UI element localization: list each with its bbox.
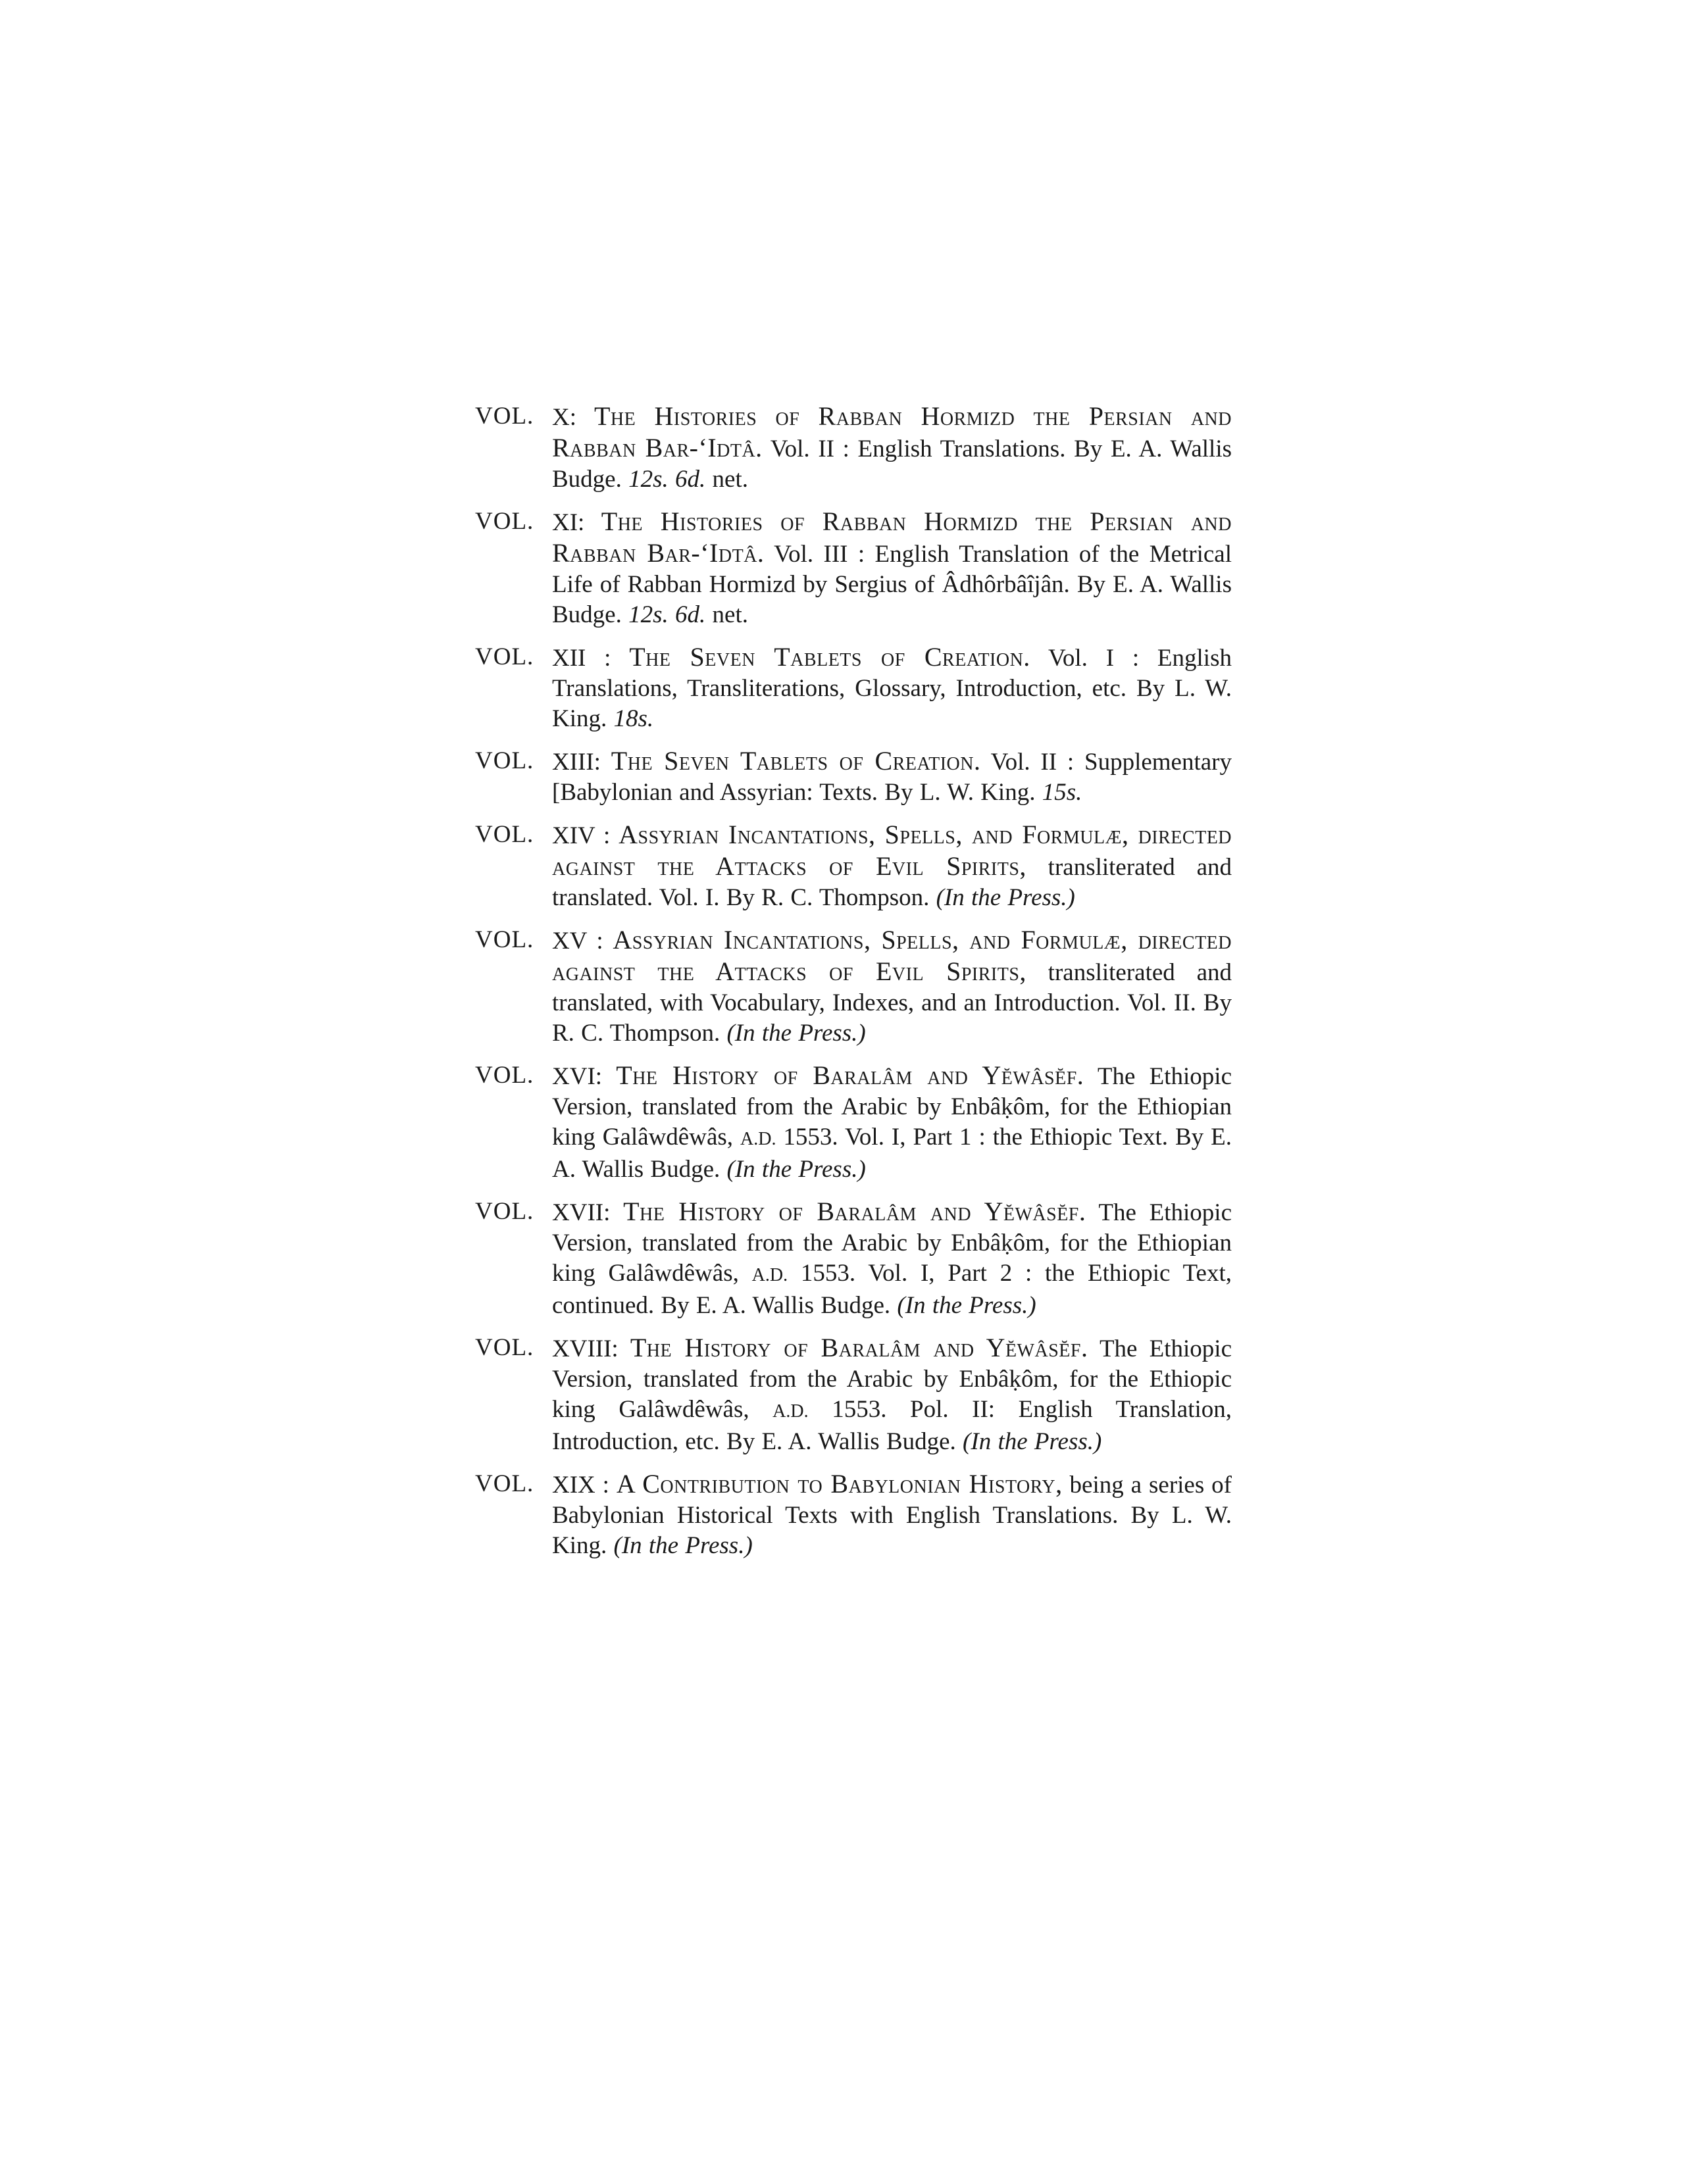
volume-entry-xii bbox=[475, 642, 1232, 734]
volume-description: The Ethiopic Version, translated from the Arabic by Enbâḳôm, for the Ethiopian king Galâwdêwâs, bbox=[552, 1199, 1232, 1287]
volume-description: The Ethiopic Version, translated from the Arabic by Enbâḳôm, for the Ethiopian king Galâwdêwâs, bbox=[552, 1063, 1232, 1151]
volume-label: VOL. bbox=[475, 926, 534, 953]
volume-entry-xviii bbox=[475, 1333, 1232, 1457]
volume-label: VOL. bbox=[475, 821, 534, 848]
press-note: (In the Press.) bbox=[936, 884, 1075, 911]
volume-description-continued: 1553. Pol. II: English Translation, Introduction, etc. By E. A. Wallis Budge. bbox=[552, 1396, 1232, 1455]
volume-entry-xiii bbox=[475, 746, 1232, 808]
volume-title: The Seven Tablets of Creation. bbox=[611, 746, 981, 776]
volume-description-continued: 1553. Vol. I, Part 1 : the Ethiopic Text. By E. A. Wallis Budge. bbox=[552, 1124, 1232, 1183]
volume-number: XVII: bbox=[552, 1199, 611, 1226]
volume-title: A Contribution to Babylonian History, bbox=[616, 1469, 1063, 1499]
press-note: (In the Press.) bbox=[726, 1020, 866, 1047]
volume-title: The History of Baralâm and Yĕwâsĕf. bbox=[623, 1197, 1086, 1226]
volume-title: The Seven Tablets of Creation. bbox=[629, 642, 1030, 672]
volume-price: 12s. 6d. bbox=[628, 601, 706, 628]
era-abbreviation: A.D. bbox=[772, 1401, 809, 1422]
volume-number: XIX : bbox=[552, 1472, 609, 1499]
volume-entry-xvii bbox=[475, 1197, 1232, 1321]
volume-number: XIV : bbox=[552, 822, 611, 849]
volume-title: Assyrian Incantations, Spells, and Formulæ, directed against the Attacks of Evil Spirits, bbox=[552, 925, 1232, 986]
volume-title: The History of Baralâm and Yĕwâsĕf. bbox=[616, 1060, 1084, 1090]
volume-description: The Ethiopic Version, translated from the Arabic by Enbâḳôm, for the Ethiopic king Galâwdêwâs, bbox=[552, 1335, 1232, 1423]
volume-description: transliterated and translated. Vol. I. By R. C. Thompson. bbox=[552, 854, 1232, 911]
volume-label: VOL. bbox=[475, 1062, 534, 1089]
era-abbreviation: A.D. bbox=[740, 1129, 776, 1149]
volume-number: XII : bbox=[552, 645, 611, 672]
volume-number: XIII: bbox=[552, 749, 601, 776]
volume-label: VOL. bbox=[475, 1470, 534, 1497]
volume-entry-xv bbox=[475, 925, 1232, 1049]
volume-number: XV : bbox=[552, 928, 603, 955]
volume-description: transliterated and translated, with Vocabulary, Indexes, and an Introduction. Vol. II. By R. C. Thompson. bbox=[552, 959, 1232, 1047]
volume-description: Vol. I : English Translations, Transliterations, Glossary, Introduction, etc. By L. W. King. bbox=[552, 645, 1232, 732]
volume-entry-x bbox=[475, 401, 1232, 495]
volume-number: XI: bbox=[552, 509, 585, 536]
volume-description: Vol. III : English Translation of the Metrical Life of Rabban Hormizd by Sergius of Âdhôrbâîjân. By E. A. Wallis Budge. bbox=[552, 541, 1232, 628]
volume-label: VOL. bbox=[475, 508, 534, 535]
press-note: (In the Press.) bbox=[963, 1428, 1102, 1455]
volume-price: 18s. bbox=[613, 705, 654, 732]
volume-entry-xvi bbox=[475, 1060, 1232, 1185]
volume-title: The Histories of Rabban Hormizd the Persian and Rabban Bar-‘Idtâ. bbox=[552, 507, 1232, 568]
volume-description: Vol. II : Supplementary [Babylonian and Assyrian: Texts. By L. W. King. bbox=[552, 749, 1232, 806]
volume-label: VOL. bbox=[475, 1334, 534, 1361]
volume-number: XVIII: bbox=[552, 1335, 619, 1362]
volume-catalog bbox=[475, 401, 1232, 1573]
volume-title: The History of Baralâm and Yĕwâsĕf. bbox=[630, 1333, 1088, 1362]
price-suffix: net. bbox=[712, 601, 748, 628]
volume-entry-xiv bbox=[475, 820, 1232, 913]
volume-number: XVI: bbox=[552, 1063, 603, 1090]
volume-entry-xix bbox=[475, 1469, 1232, 1561]
volume-description: Vol. II : English Translations. By E. A. Wallis Budge. bbox=[552, 435, 1232, 493]
volume-title: The Histories of Rabban Hormizd the Persian and Rabban Bar-‘Idtâ. bbox=[552, 401, 1232, 462]
volume-label: VOL. bbox=[475, 643, 534, 670]
volume-label: VOL. bbox=[475, 1198, 534, 1225]
volume-label: VOL. bbox=[475, 403, 534, 430]
volume-title: Assyrian Incantations, Spells, and Formulæ, directed against the Attacks of Evil Spirits, bbox=[552, 820, 1232, 881]
press-note: (In the Press.) bbox=[897, 1292, 1036, 1319]
volume-entry-xi bbox=[475, 507, 1232, 630]
volume-label: VOL. bbox=[475, 747, 534, 774]
volume-description-continued: 1553. Vol. I, Part 2 : the Ethiopic Text, continued. By E. A. Wallis Budge. bbox=[552, 1260, 1232, 1319]
era-abbreviation: A.D. bbox=[751, 1265, 788, 1285]
volume-description: being a series of Babylonian Historical Texts with English Translations. By L. W. King. bbox=[552, 1472, 1232, 1559]
price-suffix: net. bbox=[712, 466, 748, 493]
volume-price: 12s. 6d. bbox=[628, 466, 706, 493]
press-note: (In the Press.) bbox=[613, 1532, 753, 1559]
volume-number: X: bbox=[552, 404, 576, 431]
volume-price: 15s. bbox=[1042, 779, 1082, 806]
press-note: (In the Press.) bbox=[726, 1156, 866, 1183]
